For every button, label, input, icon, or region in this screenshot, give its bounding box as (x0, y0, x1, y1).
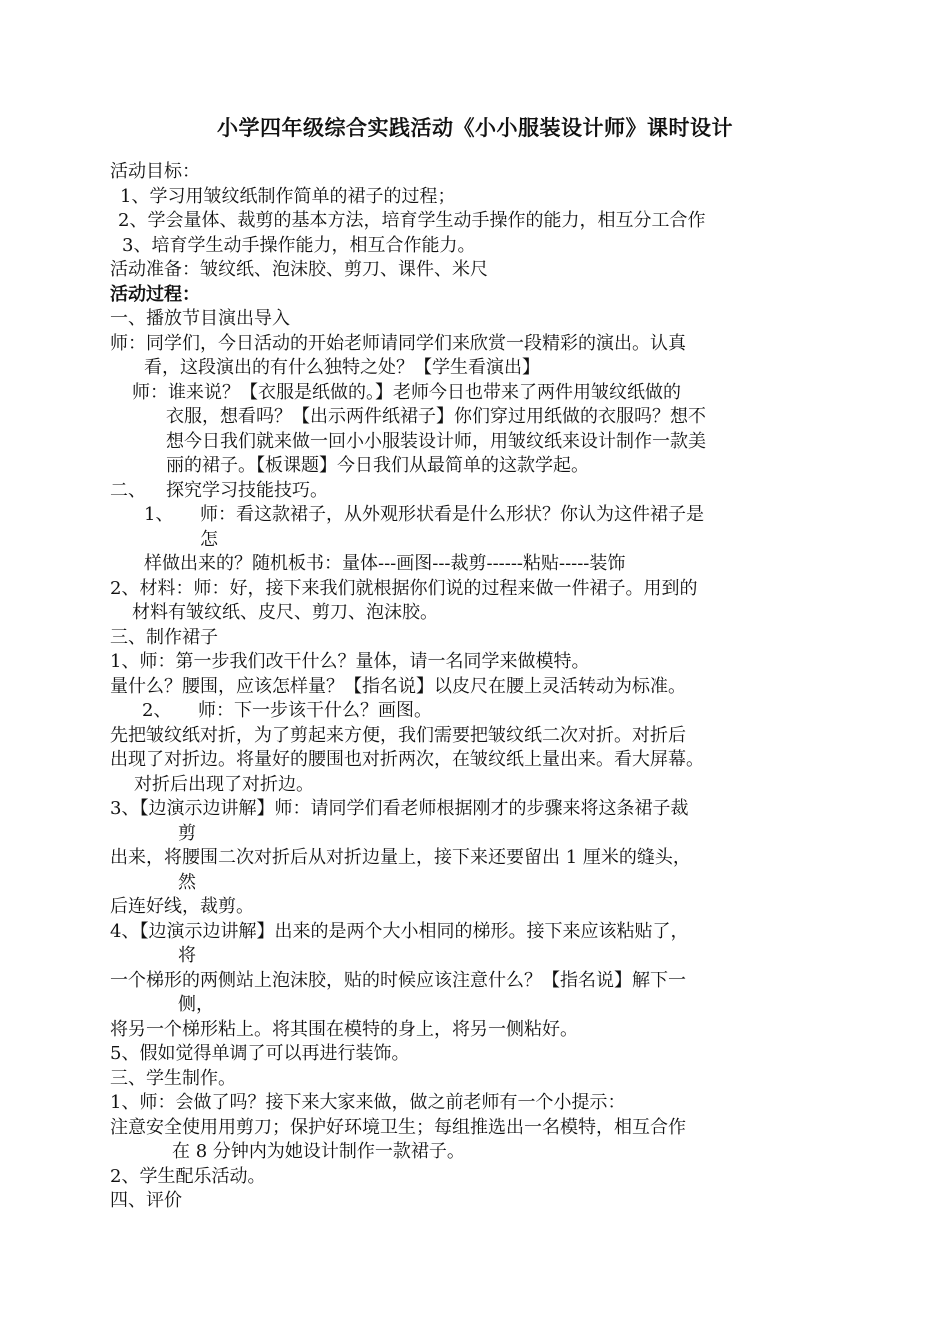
paragraph-line: 1、师：第一步我们改干什么？量体，请一名同学来做模特。 (110, 651, 590, 672)
document-title: 小学四年级综合实践活动《小小服装设计师》课时设计 (217, 115, 733, 140)
paragraph-line: 将另一个梯形粘上。将其围在模特的身上，将另一侧粘好。 (110, 1018, 578, 1040)
goals-heading: 活动目标： (110, 161, 200, 182)
paragraph-line: 先把皱纹纸对折，为了剪起来方便，我们需要把皱纹纸二次对折。对折后 (110, 724, 686, 746)
section-heading: 四、评价 (110, 1190, 182, 1211)
document-body (110, 160, 845, 1214)
paragraph-line: 4、【边演示边讲解】出来的是两个大小相同的梯形。接下来应该粘贴了， (110, 920, 689, 942)
section-heading (110, 479, 845, 504)
paragraph-line: 怎 (200, 528, 218, 550)
paragraph-line: 量什么？腰围，应该怎样量？【指名说】以皮尺在腰上灵活转动为标准。 (110, 675, 686, 697)
paragraph-line: 想今日我们就来做一回小小服装设计师，用皱纹纸来设计制作一款美 (166, 430, 706, 452)
paragraph-line: 一个梯形的两侧站上泡沫胶，贴的时候应该注意什么？【指名说】解下一 (110, 969, 686, 991)
paragraph-line: 1、师：会做了吗？接下来大家来做，做之前老师有一个小提示： (110, 1092, 626, 1113)
section-heading-text: 探究学习技能技巧。 (166, 479, 328, 501)
paragraph-line: 后连好线，裁剪。 (110, 896, 254, 917)
paragraph-text: 师：看这款裙子，从外观形状看是什么形状？你认为这件裙子是 (200, 504, 704, 525)
paragraph-line (110, 503, 845, 528)
paragraph-line: 丽的裙子。【板课题】今日我们从最简单的这款学起。 (166, 455, 589, 476)
paragraph-line: 出现了对折边。将量好的腰围也对折两次，在皱纹纸上量出来。看大屏幕。 (110, 749, 704, 770)
paragraph-line: 5、假如觉得单调了可以再进行装饰。 (110, 1043, 410, 1064)
paragraph-line: 看，这段演出的有什么独特之处？【学生看演出】 (144, 357, 540, 378)
paragraph-line: 样做出来的？随机板书：量体---画图---裁剪------粘贴-----装饰 (144, 553, 626, 574)
paragraph-line: 将 (178, 945, 196, 966)
goal-item: 3、培育学生动手操作能力，相互合作能力。 (122, 234, 476, 256)
list-number: 1、 (144, 504, 174, 525)
goal-item: 1、学习用皱纹纸制作简单的裙子的过程； (120, 185, 456, 207)
section-heading: 三、学生制作。 (110, 1067, 236, 1089)
paragraph-line: 剪 (178, 822, 196, 844)
paragraph-line: 师：同学们，今日活动的开始老师请同学们来欣赏一段精彩的演出。认真 (110, 332, 686, 354)
paragraph-line: 师：谁来说？【衣服是纸做的。】老师今日也带来了两件用皱纹纸做的 (132, 381, 681, 403)
paragraph-text: 师：下一步该干什么？画图。 (198, 700, 432, 721)
paragraph-line: 注意安全使用用剪刀；保护好环境卫生；每组推选出一名模特，相互合作 (110, 1116, 686, 1138)
paragraph-line (110, 699, 845, 724)
process-heading: 活动过程： (110, 283, 200, 305)
paragraph-line: 2、材料：师：好，接下来我们就根据你们说的过程来做一件裙子。用到的 (110, 577, 698, 599)
prep-line: 活动准备：皱纹纸、泡沫胶、剪刀、课件、米尺 (110, 259, 488, 280)
paragraph-line: 衣服，想看吗？【出示两件纸裙子】你们穿过用纸做的衣服吗？想不 (166, 406, 706, 427)
paragraph-line: 在 8 分钟内为她设计制作一款裙子。 (172, 1141, 465, 1162)
section-heading: 一、播放节目演出导入 (110, 308, 290, 329)
section-number: 二、 (110, 479, 146, 501)
paragraph-line: 对折后出现了对折边。 (134, 773, 314, 795)
goal-item: 2、学会量体、裁剪的基本方法，培育学生动手操作的能力，相互分工合作 (118, 210, 706, 231)
paragraph-line: 然 (178, 871, 196, 893)
paragraph-line: 3、【边演示边讲解】师：请同学们看老师根据刚才的步骤来将这条裙子裁 (110, 798, 689, 819)
list-number: 2、 (142, 700, 172, 721)
paragraph-line: 材料有皱纹纸、皮尺、剪刀、泡沫胶。 (132, 602, 438, 623)
paragraph-line: 侧， (178, 994, 214, 1015)
section-heading: 三、制作裙子 (110, 626, 218, 648)
paragraph-line: 出来，将腰围二次对折后从对折边量上，接下来还要留出 1 厘米的缝头， (110, 847, 691, 868)
paragraph-line: 2、学生配乐活动。 (110, 1165, 266, 1187)
